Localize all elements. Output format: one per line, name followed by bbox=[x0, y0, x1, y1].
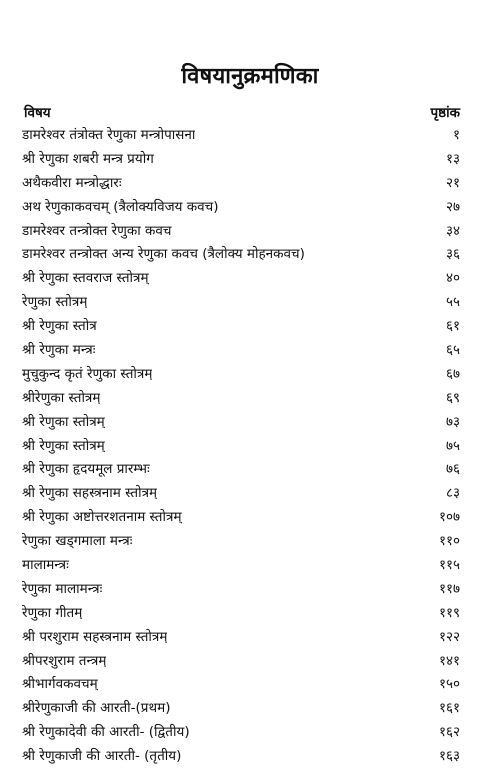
toc-entry-page-number: १६१ bbox=[438, 700, 460, 717]
toc-entry-page-number: ११० bbox=[438, 533, 460, 550]
toc-entry-page-number: ७३ bbox=[445, 413, 460, 430]
toc-entry-title: डामरेश्वर तन्त्रोक्त अन्य रेणुका कवच (त्रैलोक्य मोहनकवच) bbox=[22, 246, 305, 263]
toc-entry-page-number: १५० bbox=[438, 676, 460, 693]
toc-entry bbox=[22, 650, 460, 674]
toc-entry bbox=[22, 411, 460, 435]
toc-entry-title: श्री रेणुका मन्त्रः bbox=[22, 342, 96, 359]
toc-entry bbox=[22, 602, 460, 626]
toc-entry-page-number: १६२ bbox=[438, 724, 460, 741]
toc-entry-title: अथैकवीरा मन्त्रोद्धारः bbox=[22, 174, 122, 191]
toc-entry-title: रेणुका खड्गमाला मन्त्रः bbox=[22, 533, 133, 550]
toc-entry bbox=[22, 363, 460, 387]
toc-entry-page-number: ६१ bbox=[445, 318, 460, 335]
toc-entry-title: मुचुकुन्द कृतं रेणुका स्तोत्रम् bbox=[22, 365, 153, 382]
toc-entry bbox=[22, 196, 460, 220]
toc-entry bbox=[22, 339, 460, 363]
toc-entry-page-number: ११७ bbox=[438, 580, 460, 597]
toc-entry-title: डामरेश्वर तन्त्रोक्त रेणुका कवच bbox=[22, 222, 172, 239]
toc-entry-title: मालामन्त्रः bbox=[22, 557, 69, 574]
toc-entry-page-number: ४० bbox=[445, 270, 460, 287]
toc-entry-page-number: २७ bbox=[445, 198, 460, 215]
toc-entry bbox=[22, 267, 460, 291]
toc-entry bbox=[22, 697, 460, 721]
toc-entry bbox=[22, 458, 460, 482]
table-of-contents bbox=[22, 124, 460, 769]
toc-entry-title: श्रीरेणुका स्तोत्रम् bbox=[22, 389, 101, 406]
toc-entry-title: डामरेश्वर तंत्रोक्त रेणुका मन्त्रोपासना bbox=[22, 127, 196, 143]
toc-entry bbox=[22, 673, 460, 697]
toc-entry-page-number: ११९ bbox=[438, 604, 460, 621]
toc-entry-title: श्री रेणुका स्तवराज स्तोत्रम् bbox=[22, 270, 149, 287]
toc-entry-page-number: ३४ bbox=[445, 222, 460, 239]
toc-entry-page-number: ६५ bbox=[445, 342, 460, 359]
toc-column-headers bbox=[24, 103, 460, 123]
toc-entry-page-number: ६९ bbox=[445, 389, 460, 406]
toc-entry bbox=[22, 482, 460, 506]
toc-entry-page-number: ६७ bbox=[445, 365, 460, 382]
toc-entry-title: श्रीपरशुराम तन्त्रम् bbox=[22, 652, 107, 669]
toc-entry bbox=[22, 626, 460, 650]
toc-entry bbox=[22, 220, 460, 244]
toc-entry-page-number: १२२ bbox=[438, 628, 460, 645]
toc-entry bbox=[22, 387, 460, 411]
toc-entry-page-number: ११५ bbox=[438, 557, 460, 574]
toc-entry-title: श्री रेणुका स्तोत्र bbox=[22, 318, 97, 335]
toc-entry bbox=[22, 530, 460, 554]
toc-entry-title: श्री रेणुका स्तोत्रम् bbox=[22, 413, 105, 430]
toc-entry-title: श्रीरेणुकाजी की आरती-(प्रथम) bbox=[22, 700, 171, 717]
toc-entry-page-number: १६३ bbox=[438, 748, 460, 765]
toc-entry bbox=[22, 243, 460, 267]
toc-entry bbox=[22, 291, 460, 315]
toc-entry bbox=[22, 506, 460, 530]
toc-entry bbox=[22, 435, 460, 459]
toc-entry bbox=[22, 721, 460, 745]
toc-entry bbox=[22, 554, 460, 578]
page-title: विषयानुक्रमणिका bbox=[181, 64, 319, 89]
toc-entry-title: श्री रेणुका अष्टोत्तरशतनाम स्तोत्रम् bbox=[22, 509, 182, 526]
toc-entry-page-number: ८३ bbox=[445, 485, 460, 502]
toc-entry-title: श्री रेणुका स्तोत्रम् bbox=[22, 437, 105, 454]
toc-entry-page-number: ७५ bbox=[445, 437, 460, 454]
toc-entry bbox=[22, 172, 460, 196]
toc-entry-title: श्रीभार्गवकवचम् bbox=[22, 676, 98, 693]
toc-entry-page-number: १ bbox=[452, 127, 460, 143]
page-column-header: पृष्ठांक bbox=[430, 105, 460, 121]
toc-entry-title: रेणुका स्तोत्रम् bbox=[22, 294, 88, 311]
toc-entry bbox=[22, 578, 460, 602]
toc-entry-title: श्री रेणुकादेवी की आरती- (द्वितीय) bbox=[22, 724, 190, 741]
toc-entry-page-number: २१ bbox=[445, 174, 460, 191]
toc-entry-title: श्री परशुराम सहस्त्रनाम स्तोत्रम् bbox=[22, 628, 168, 645]
toc-entry-page-number: ५५ bbox=[445, 294, 460, 311]
toc-entry-title: अथ रेणुकाकवचम् (त्रैलोक्यविजय कवच) bbox=[22, 198, 219, 215]
toc-entry-page-number: १०७ bbox=[438, 509, 460, 526]
toc-entry-page-number: १४१ bbox=[438, 652, 460, 669]
toc-entry-page-number: १३ bbox=[445, 150, 460, 167]
toc-entry-title: श्री रेणुका सहस्त्रनाम स्तोत्रम् bbox=[22, 485, 158, 502]
toc-entry-title: श्री रेणुकाजी की आरती- (तृतीय) bbox=[22, 748, 182, 765]
toc-entry bbox=[22, 148, 460, 172]
toc-entry-title: रेणुका मालामन्त्रः bbox=[22, 580, 103, 597]
subject-column-header: विषय bbox=[24, 105, 51, 121]
toc-entry-page-number: ७६ bbox=[445, 461, 460, 478]
toc-entry-page-number: ३६ bbox=[445, 246, 460, 263]
toc-entry-title: रेणुका गीतम् bbox=[22, 604, 83, 621]
toc-entry-title: श्री रेणुका शबरी मन्त्र प्रयोग bbox=[22, 150, 154, 167]
toc-entry-title: श्री रेणुका हृदयमूल प्रारम्भः bbox=[22, 461, 150, 478]
toc-entry bbox=[22, 124, 460, 148]
toc-entry bbox=[22, 745, 460, 769]
toc-entry bbox=[22, 315, 460, 339]
